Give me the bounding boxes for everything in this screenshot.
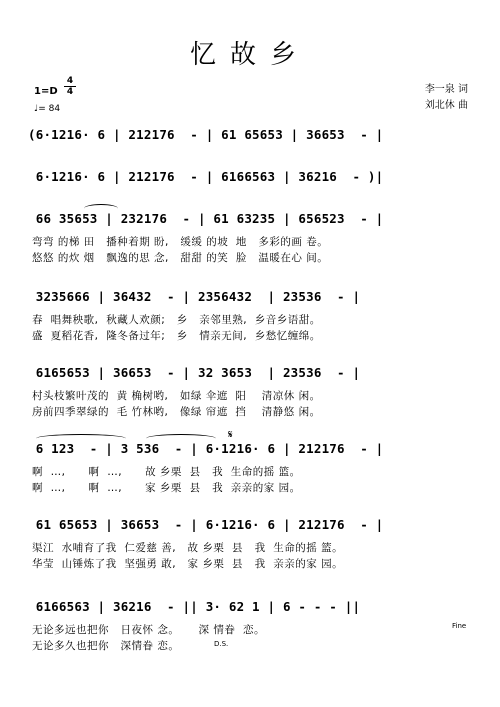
lyric-verse-2: 无论多久也把你 深情眷 恋。 bbox=[32, 640, 180, 652]
lyric-verse-1: 渠江 水哺育了我 仁爱慈 善, 故 乡栗 县 我 生命的摇 篮。 bbox=[32, 542, 344, 554]
time-signature-bottom: 4 bbox=[66, 87, 74, 97]
lyric-verse-2: 悠悠 的炊 烟 飘逸的思 念, 甜甜 的笑 脸 温暖在心 间。 bbox=[32, 252, 329, 264]
lyricist-credit: 李一泉 词 bbox=[424, 84, 468, 95]
lyric-verse-1: 弯弯 的梯 田 播种着期 盼, 缓缓 的坡 地 多彩的画 卷。 bbox=[32, 236, 329, 248]
lyric-verse-1: 无论多远也把你 日夜怀 念。 深 情眷 恋。 bbox=[32, 624, 266, 636]
lyric-verse-2: 房前四季翠绿的 毛 竹林哟, 像绿 帘遮 挡 清静悠 闲。 bbox=[32, 406, 321, 418]
lyric-verse-1: 春 唱舞秧歌, 秋藏人欢颜; 乡 亲邻里熟, 乡音乡语甜。 bbox=[32, 314, 321, 326]
lyric-verse-1: 村头枝繁叶茂的 黄 桷树哟, 如绿 伞遮 阳 清凉休 闲。 bbox=[32, 390, 321, 402]
notation-line: 66 35653 | 232176 - | 61 63235 | 656523 - | bbox=[28, 211, 384, 226]
fine-mark: Fine bbox=[452, 622, 467, 630]
composer-credit: 刘北休 曲 bbox=[424, 100, 468, 111]
lyric-verse-2: 啊 …, 啊 …, 家 乡栗 县 我 亲亲的家 园。 bbox=[32, 482, 301, 494]
key-signature: 1=D bbox=[34, 86, 58, 97]
notation-line: 61 65653 | 36653 - | 6·1216· 6 | 212176 - | bbox=[28, 517, 384, 532]
notation-line: 6166563 | 36216 - || 3· 62 1 | 6 - - - || bbox=[28, 599, 361, 614]
time-signature-top: 4 bbox=[66, 76, 74, 86]
segno-mark: 𝄋 bbox=[228, 428, 233, 441]
song-title: 忆故乡 bbox=[189, 40, 310, 70]
notation-line: 6165653 | 36653 - | 32 3653 | 23536 - | bbox=[28, 365, 361, 380]
notation-line: 3235666 | 36432 - | 2356432 | 23536 - | bbox=[28, 289, 361, 304]
notation-line: 6·1216· 6 | 212176 - | 6166563 | 36216 - )| bbox=[28, 169, 384, 184]
time-signature bbox=[64, 76, 76, 97]
lyric-verse-2: 盛 夏稻花香, 隆冬备过年; 乡 情亲无间, 乡愁忆缠绵。 bbox=[32, 330, 321, 342]
notation-line: (6·1216· 6 | 212176 - | 61 65653 | 36653 - | bbox=[28, 127, 384, 142]
lyric-verse-1: 啊 …, 啊 …, 故 乡栗 县 我 生命的摇 篮。 bbox=[32, 466, 301, 478]
lyric-verse-2: 华莹 山锤炼了我 坚强勇 敢, 家 乡栗 县 我 亲亲的家 园。 bbox=[32, 558, 344, 570]
notation-line: 6 123 - | 3 536 - | 6·1216· 6 | 212176 - | bbox=[28, 441, 384, 456]
ds-mark: D.S. bbox=[214, 640, 229, 648]
tempo-marking: ♩= 84 bbox=[34, 104, 61, 114]
